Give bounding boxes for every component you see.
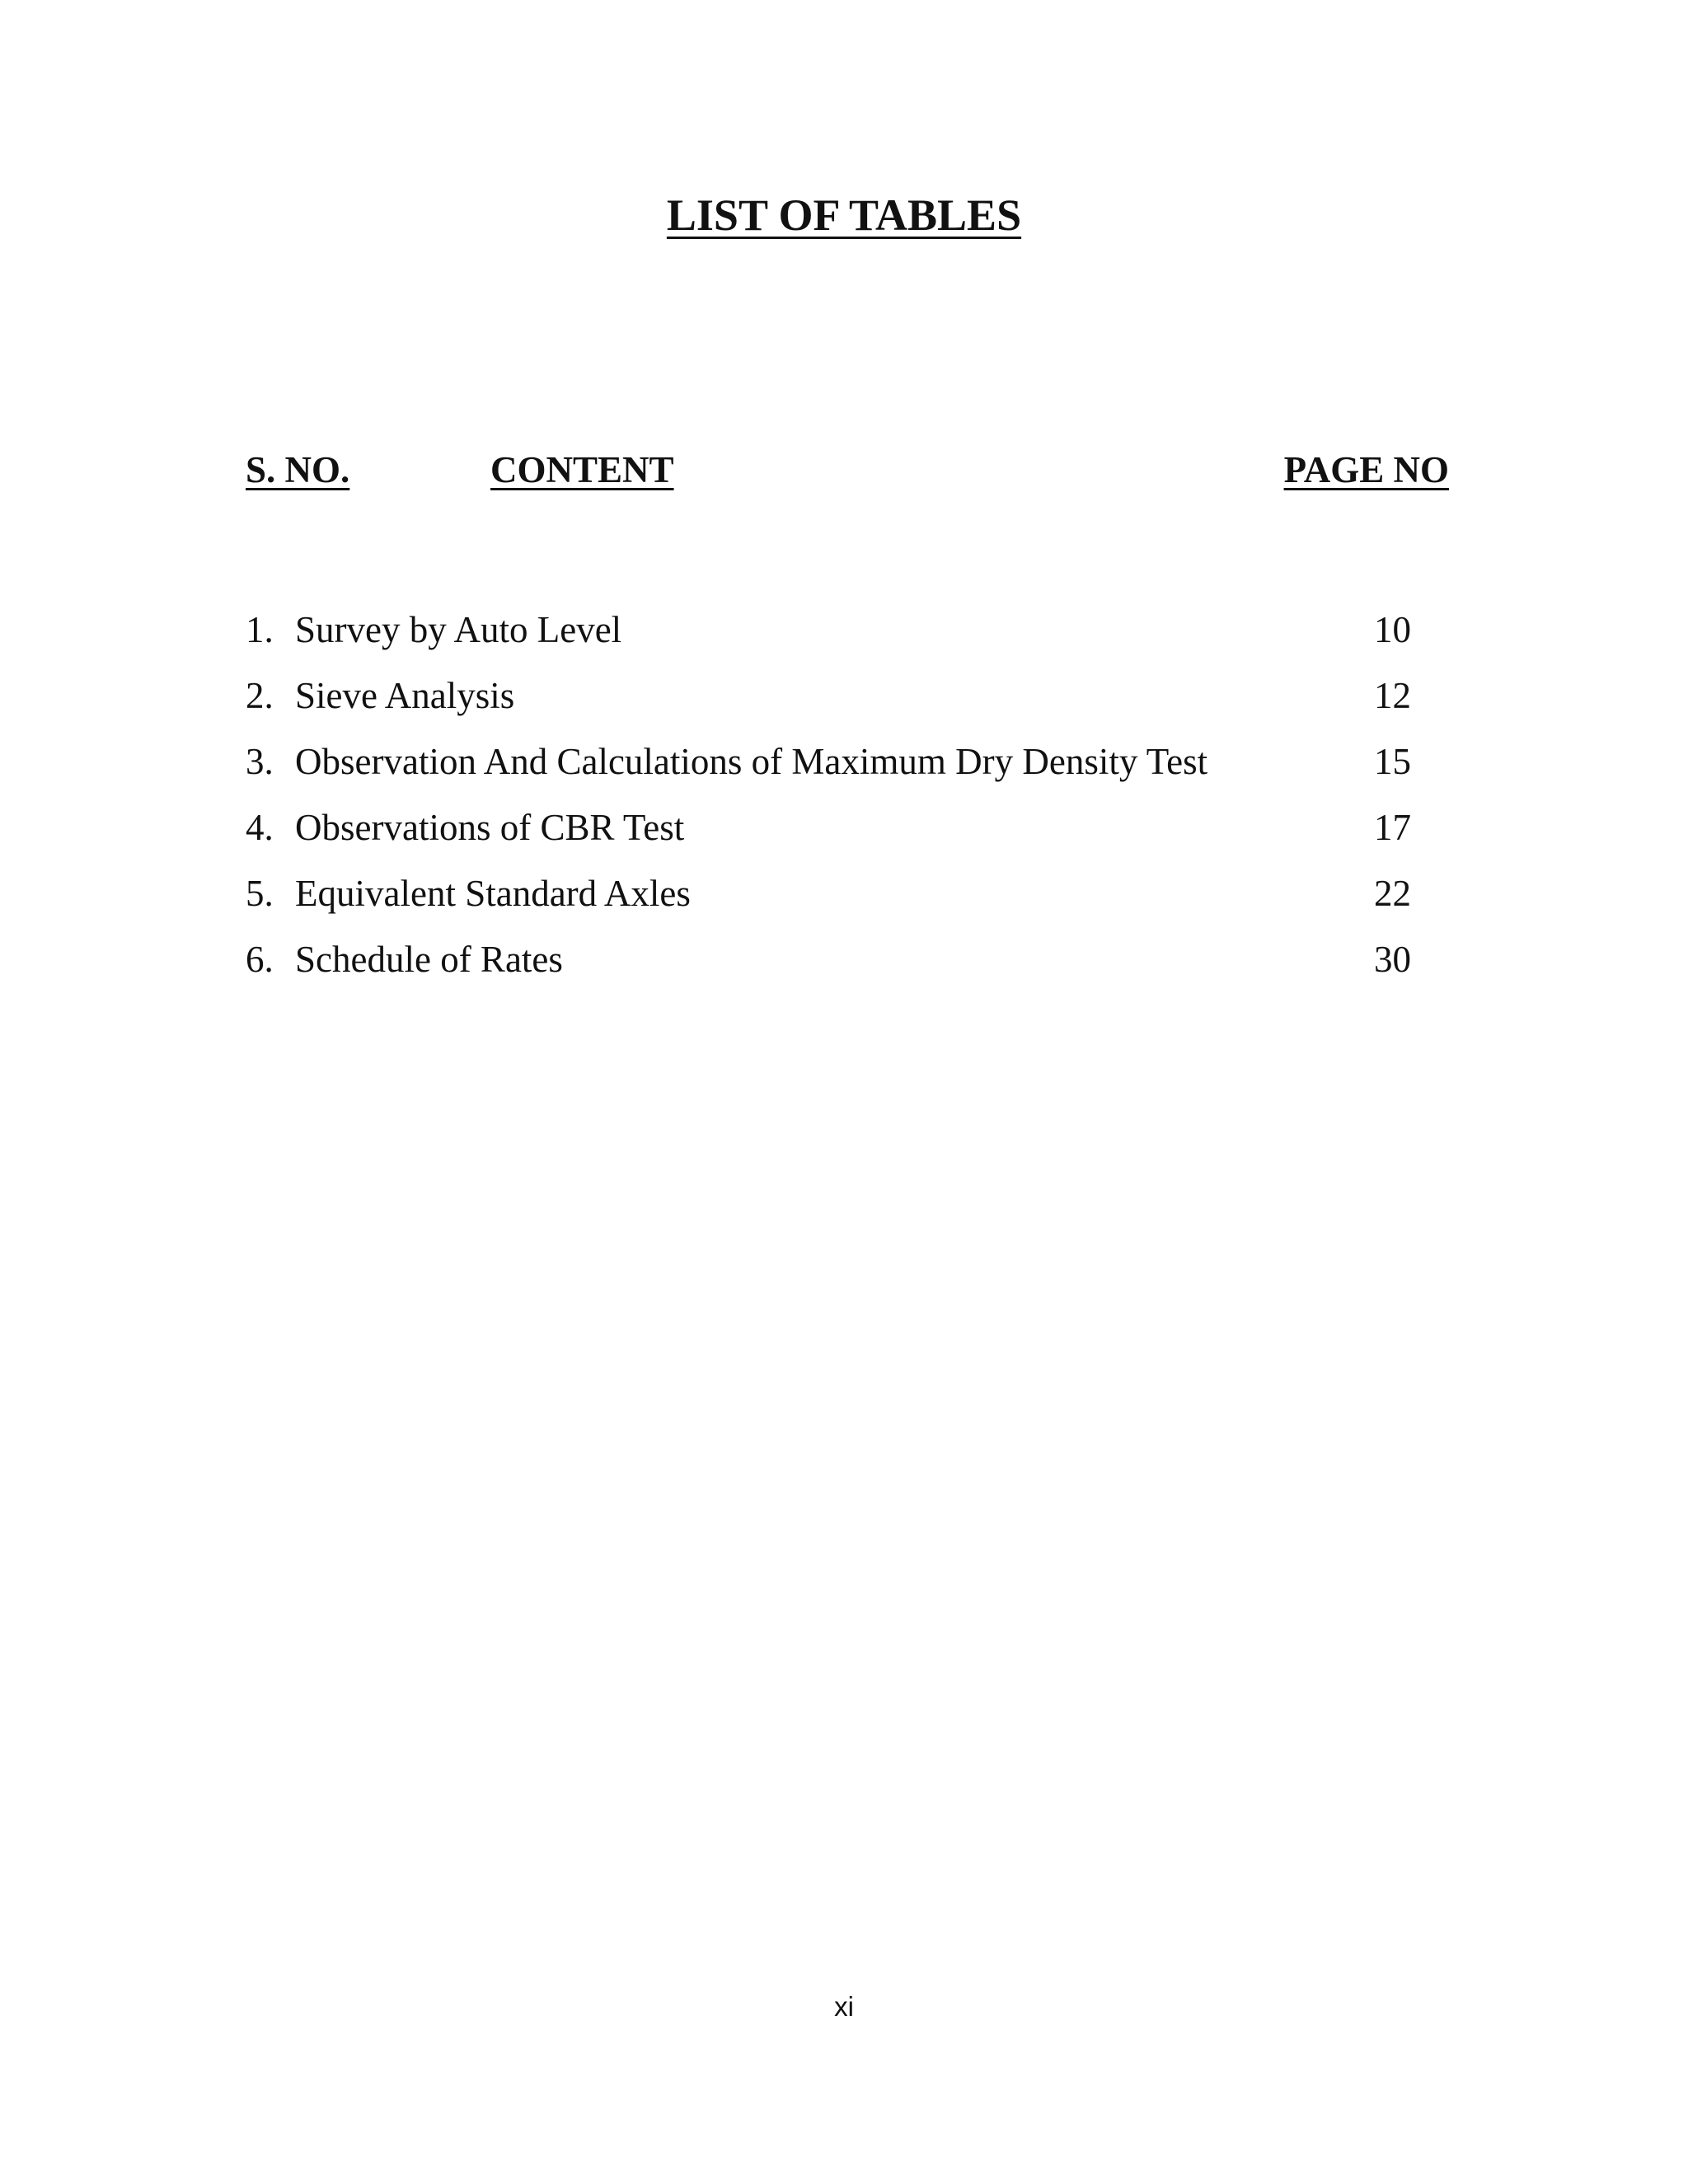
header-page-number: PAGE NO — [1283, 449, 1449, 490]
list-item-page: 22 — [1374, 873, 1411, 914]
list-item — [246, 936, 1424, 1002]
list-item-number: 3. — [246, 741, 274, 782]
list-item — [246, 673, 1424, 738]
list-item — [246, 738, 1424, 804]
list-item-number: 6. — [246, 939, 274, 980]
list-item-page: 15 — [1374, 741, 1411, 782]
list-item-number: 4. — [246, 807, 274, 848]
list-item-title: Observations of CBR Test — [295, 807, 685, 848]
list-item-number: 1. — [246, 609, 274, 650]
list-item-page: 12 — [1374, 675, 1411, 716]
list-item-title: Survey by Auto Level — [295, 609, 622, 650]
list-item-title: Schedule of Rates — [295, 939, 563, 980]
list-item-title: Sieve Analysis — [295, 675, 515, 716]
list-item-page: 17 — [1374, 807, 1411, 848]
list-item — [246, 607, 1424, 673]
list-item — [246, 870, 1424, 936]
header-serial-number: S. NO. — [246, 449, 350, 490]
list-item-page: 10 — [1374, 609, 1411, 650]
list-item-number: 2. — [246, 675, 274, 716]
list-item-title: Observation And Calculations of Maximum Dry Density Test — [295, 741, 1208, 782]
list-item — [246, 804, 1424, 870]
list-item-page: 30 — [1374, 939, 1411, 980]
page-number: xi — [834, 1991, 854, 2022]
page-title: LIST OF TABLES — [666, 190, 1022, 240]
list-item-title: Equivalent Standard Axles — [295, 873, 691, 914]
list-item-number: 5. — [246, 873, 274, 914]
table-list — [246, 607, 1424, 1002]
header-content: CONTENT — [490, 449, 674, 490]
